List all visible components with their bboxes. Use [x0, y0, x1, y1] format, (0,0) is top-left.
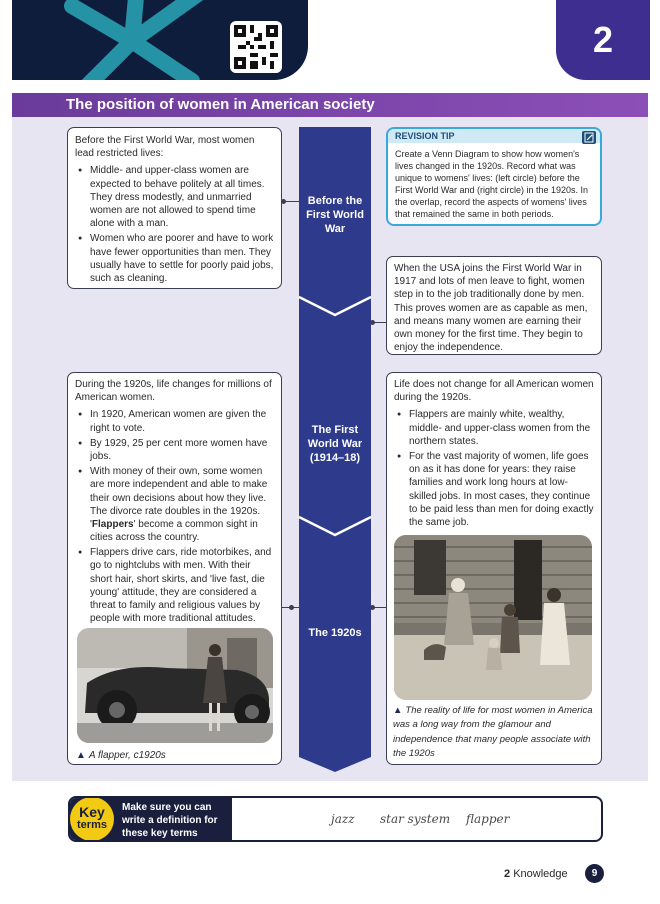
list-item: ● Flappers drive cars, ride motorbikes, and go to nightclubs with men. With their short hair, short skirts, and 'live fast, die young' attitude, they are considered a threat to family and religious values by people with more traditional attitudes. — [75, 546, 274, 625]
footer-chapter-name: Knowledge — [513, 868, 568, 880]
twenties-intro: During the 1920s, life changes for millions of American women. — [75, 379, 272, 404]
section-title-bar — [12, 93, 648, 117]
timeline-stage-before-war: Before the First World War — [306, 195, 364, 235]
star-decoration — [52, 0, 212, 80]
before-war-intro: Before the First World War, most women lead restricted lives: — [75, 135, 255, 160]
revision-tip-heading: REVISION TIP — [395, 131, 455, 141]
connector-dot — [370, 605, 375, 610]
footer-chapter-label — [504, 868, 568, 880]
caption-triangle-icon: ▲ — [393, 705, 403, 716]
flappers-sentence-end: ' become a common sight in cities across the country. — [90, 518, 258, 544]
key-terms-instruction: Make sure you can write a definition for these key terms — [122, 802, 218, 839]
flappers-open-quote: ' — [90, 518, 92, 530]
list-item-text: With money of their own, some women are more independent and able to make their own decisions about how they live. The divorce rate doubles in the 1920s. — [90, 466, 268, 517]
timeline-stage-first-world-war: The First World War (1914–18) — [307, 424, 363, 464]
section-title: The position of women in American society — [66, 96, 375, 113]
key-terms-badge — [70, 797, 114, 841]
list-item: ● For the vast majority of women, life goes on as it has done for years: they raise families and work long hours at low-skilled jobs. In most cases, they continue to be paid less than men for doing exactly the same job. — [394, 450, 595, 529]
first-world-war-box — [386, 256, 602, 355]
rural-women-caption-text: The reality of life for most women in America was a long way from the glamour and independence that many people associate with the 1920s — [393, 705, 593, 759]
key-term-star-system: star system — [380, 812, 451, 826]
before-war-list — [75, 164, 274, 285]
rural-women-photo — [394, 535, 592, 700]
flapper-caption-text: A flapper, c1920s — [88, 750, 166, 761]
no-change-intro: Life does not change for all American women during the 1920s. — [394, 379, 594, 404]
key-terms-instruction-panel — [70, 798, 232, 840]
list-item — [75, 465, 274, 544]
caption-triangle-icon: ▲ — [76, 750, 86, 761]
key-term-flapper: flapper — [466, 812, 510, 826]
list-item: ● Women who are poorer and have to work have fewer opportunities than men. They usually have to settle for poorly paid jobs, such as cleaning. — [75, 232, 274, 285]
connector-dot — [289, 605, 294, 610]
key-terms-badge-line2: terms — [77, 819, 107, 831]
key-term-jazz: jazz — [331, 812, 355, 826]
chapter-number-tab: 2 — [556, 0, 650, 80]
key-terms-panel — [68, 796, 603, 842]
header-band — [12, 0, 308, 80]
list-item: ● In 1920, American women are given the right to vote. — [75, 408, 274, 434]
connector-dot — [370, 320, 375, 325]
revision-tip-box — [386, 127, 602, 226]
pencil-icon — [582, 131, 596, 144]
flapper-caption — [76, 748, 166, 763]
timeline-stage-1920s: The 1920s — [308, 627, 362, 639]
twenties-list — [75, 408, 274, 625]
rural-women-caption — [393, 704, 593, 761]
list-item: ● Flappers are mainly white, wealthy, middle- and upper-class women from the northern states. — [394, 408, 595, 448]
flapper-photo — [77, 628, 273, 743]
qr-code[interactable] — [230, 21, 282, 73]
flappers-term: Flappers — [91, 518, 134, 530]
first-world-war-text: When the USA joins the First World War in 1917 and lots of men leave to fight, women step in to the job traditionally done by men. This proves women are as capable as men, and means many women are earning their own money for the first time. They begin to enjoy the independence. — [394, 263, 588, 354]
revision-tip-text: Create a Venn Diagram to show how women's lives changed in the 1920s. Record what was unique to womens' lives: (left circle) before the First World War and (right circle) in the 1920s. In the overlap, record the aspects of womens' lives that remained the same in both periods. — [395, 149, 589, 220]
page-number: 9 — [585, 864, 604, 883]
footer-chapter-number: 2 — [504, 868, 511, 880]
key-terms-badge-line1: Key — [79, 804, 105, 820]
qr-code-icon — [234, 25, 278, 69]
list-item: ● Middle- and upper-class women are expected to behave politely at all times. They dress modestly, and unmarried women are not allowed to spend time alone with a man. — [75, 164, 274, 230]
before-war-box — [67, 127, 282, 289]
no-change-list — [394, 408, 595, 529]
revision-tip-header — [388, 129, 600, 143]
list-item: ● By 1929, 25 per cent more women have jobs. — [75, 437, 274, 463]
